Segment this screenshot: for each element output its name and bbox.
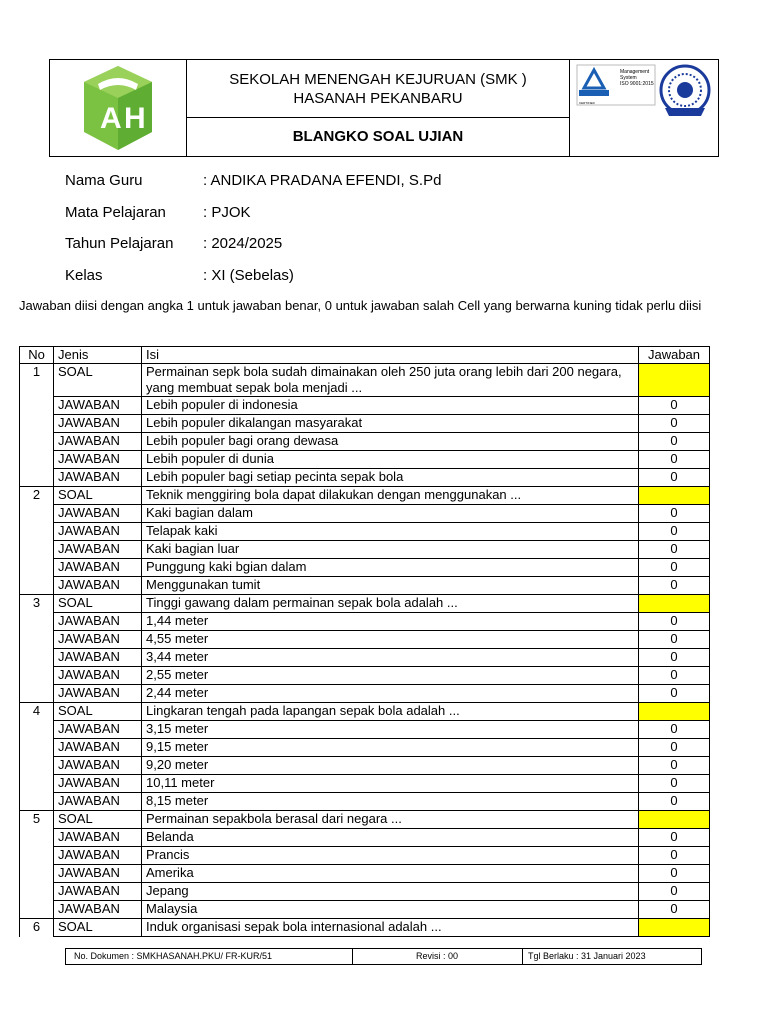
answer-option-text: 1,44 meter	[142, 613, 639, 631]
answer-value-cell[interactable]: 0	[639, 667, 710, 685]
question-number-spacer	[20, 757, 54, 775]
table-row-jawaban	[20, 685, 710, 703]
table-row-jawaban	[20, 397, 710, 415]
question-number: 1	[20, 364, 54, 397]
info-label-year: Tahun Pelajaran	[65, 235, 174, 252]
table-row-soal	[20, 811, 710, 829]
answer-option-text: 4,55 meter	[142, 631, 639, 649]
question-number-spacer	[20, 451, 54, 469]
table-row-soal	[20, 487, 710, 505]
question-number-spacer	[20, 397, 54, 415]
header-jenis: Jenis	[54, 347, 142, 364]
table-row-jawaban	[20, 793, 710, 811]
answer-value-cell[interactable]: 0	[639, 559, 710, 577]
footer-divider	[522, 949, 523, 964]
table-row-jawaban	[20, 901, 710, 919]
footer-divider	[352, 949, 353, 964]
answer-value-cell[interactable]: 0	[639, 883, 710, 901]
answer-option-text: 10,11 meter	[142, 775, 639, 793]
row-type: JAWABAN	[54, 433, 142, 451]
logo-letter-h: H	[124, 102, 146, 135]
table-row-jawaban	[20, 829, 710, 847]
table-row-jawaban	[20, 559, 710, 577]
question-text: Tinggi gawang dalam permainan sepak bola adalah ...	[142, 595, 639, 613]
answer-cell-disabled	[639, 487, 710, 505]
row-type: SOAL	[54, 811, 142, 829]
row-type: JAWABAN	[54, 775, 142, 793]
row-type: JAWABAN	[54, 559, 142, 577]
question-number-spacer	[20, 469, 54, 487]
info-value-class: : XI (Sebelas)	[203, 267, 294, 284]
row-type: JAWABAN	[54, 883, 142, 901]
table-row-jawaban	[20, 523, 710, 541]
answer-value-cell[interactable]: 0	[639, 397, 710, 415]
question-number: 6	[20, 919, 54, 937]
row-type: JAWABAN	[54, 451, 142, 469]
row-type: JAWABAN	[54, 631, 142, 649]
answer-value-cell[interactable]: 0	[639, 433, 710, 451]
cert-line-4: TÜVRheinland	[579, 97, 606, 102]
footer-doc-number: No. Dokumen : SMKHASANAH.PKU/ FR-KUR/51	[74, 951, 273, 961]
row-type: JAWABAN	[54, 865, 142, 883]
answer-option-text: Kaki bagian dalam	[142, 505, 639, 523]
answer-value-cell[interactable]: 0	[639, 739, 710, 757]
question-text: Permainan sepk bola sudah dimainakan oleh 250 juta orang lebih dari 200 negara, yang membuat sepak bola menjadi ...	[142, 364, 639, 397]
school-name-line1: SEKOLAH MENENGAH KEJURUAN (SMK )	[229, 71, 527, 88]
answer-option-text: Amerika	[142, 865, 639, 883]
question-number-spacer	[20, 559, 54, 577]
table-row-jawaban	[20, 865, 710, 883]
answer-option-text: Lebih populer di dunia	[142, 451, 639, 469]
row-type: JAWABAN	[54, 397, 142, 415]
question-number-spacer	[20, 865, 54, 883]
row-type: JAWABAN	[54, 667, 142, 685]
school-logo	[50, 60, 187, 156]
answer-cell-disabled	[639, 811, 710, 829]
table-row-jawaban	[20, 541, 710, 559]
answer-option-text: Jepang	[142, 883, 639, 901]
row-type: JAWABAN	[54, 505, 142, 523]
info-label-class: Kelas	[65, 267, 103, 284]
question-table	[19, 346, 710, 937]
answer-value-cell[interactable]: 0	[639, 649, 710, 667]
table-row-jawaban	[20, 883, 710, 901]
row-type: SOAL	[54, 364, 142, 397]
info-value-year: : 2024/2025	[203, 235, 283, 252]
info-label-subject: Mata Pelajaran	[65, 204, 166, 221]
table-row-jawaban	[20, 451, 710, 469]
table-row-jawaban	[20, 649, 710, 667]
answer-option-text: Lebih populer bagi orang dewasa	[142, 433, 639, 451]
answer-option-text: Menggunakan tumit	[142, 577, 639, 595]
answer-value-cell[interactable]: 0	[639, 865, 710, 883]
question-number-spacer	[20, 433, 54, 451]
answer-option-text: 8,15 meter	[142, 793, 639, 811]
form-title-cell	[187, 118, 570, 156]
table-row-jawaban	[20, 631, 710, 649]
cert-line-5: CERTIFIED	[579, 101, 595, 105]
table-row-jawaban	[20, 577, 710, 595]
form-title: BLANGKO SOAL UJIAN	[292, 128, 464, 145]
row-type: JAWABAN	[54, 829, 142, 847]
question-number-spacer	[20, 613, 54, 631]
answer-value-cell[interactable]: 0	[639, 523, 710, 541]
question-number-spacer	[20, 541, 54, 559]
question-number: 4	[20, 703, 54, 721]
question-text: Lingkaran tengah pada lapangan sepak bola adalah ...	[142, 703, 639, 721]
answer-option-text: Lebih populer dikalangan masyarakat	[142, 415, 639, 433]
answer-value-cell[interactable]: 0	[639, 829, 710, 847]
answer-value-cell[interactable]: 0	[639, 415, 710, 433]
row-type: SOAL	[54, 487, 142, 505]
table-row-jawaban	[20, 739, 710, 757]
row-type: JAWABAN	[54, 523, 142, 541]
table-row-soal	[20, 364, 710, 397]
question-number-spacer	[20, 883, 54, 901]
table-row-soal	[20, 595, 710, 613]
answer-option-text: Malaysia	[142, 901, 639, 919]
question-number-spacer	[20, 847, 54, 865]
answer-cell-disabled	[639, 919, 710, 937]
table-row-jawaban	[20, 847, 710, 865]
question-number-spacer	[20, 577, 54, 595]
answer-option-text: Punggung kaki bgian dalam	[142, 559, 639, 577]
row-type: JAWABAN	[54, 685, 142, 703]
answer-option-text: Lebih populer di indonesia	[142, 397, 639, 415]
logo-letter-a: A	[100, 102, 122, 135]
question-number-spacer	[20, 415, 54, 433]
answer-value-cell[interactable]: 0	[639, 541, 710, 559]
answer-cell-disabled	[639, 364, 710, 397]
question-number-spacer	[20, 631, 54, 649]
question-number-spacer	[20, 829, 54, 847]
answer-value-cell[interactable]: 0	[639, 901, 710, 919]
school-seal-icon	[655, 62, 715, 122]
cert-line-2: System	[620, 75, 637, 81]
question-text: Permainan sepakbola berasal dari negara ...	[142, 811, 639, 829]
row-type: JAWABAN	[54, 649, 142, 667]
answer-option-text: 3,44 meter	[142, 649, 639, 667]
table-row-jawaban	[20, 415, 710, 433]
answer-option-text: Belanda	[142, 829, 639, 847]
answer-cell-disabled	[639, 703, 710, 721]
school-name-cell	[187, 60, 570, 118]
question-number-spacer	[20, 685, 54, 703]
answer-option-text: 9,20 meter	[142, 757, 639, 775]
table-header-row	[20, 347, 710, 364]
answer-option-text: Telapak kaki	[142, 523, 639, 541]
row-type: JAWABAN	[54, 847, 142, 865]
school-name-line2: HASANAH PEKANBARU	[293, 90, 463, 107]
question-number-spacer	[20, 721, 54, 739]
table-row-jawaban	[20, 667, 710, 685]
answer-value-cell[interactable]: 0	[639, 721, 710, 739]
answer-value-cell[interactable]: 0	[639, 469, 710, 487]
answer-option-text: Lebih populer bagi setiap pecinta sepak bola	[142, 469, 639, 487]
certification-cell	[570, 60, 718, 156]
question-number: 3	[20, 595, 54, 613]
question-number-spacer	[20, 523, 54, 541]
question-number-spacer	[20, 505, 54, 523]
instruction-note: Jawaban diisi dengan angka 1 untuk jawaban benar, 0 untuk jawaban salah Cell yang berwarna kuning tidak perlu diisi	[19, 298, 702, 313]
answer-value-cell[interactable]: 0	[639, 757, 710, 775]
question-number-spacer	[20, 775, 54, 793]
row-type: JAWABAN	[54, 415, 142, 433]
cert-line-3: ISO 9001:2015	[620, 81, 654, 87]
row-type: JAWABAN	[54, 577, 142, 595]
row-type: JAWABAN	[54, 793, 142, 811]
answer-value-cell[interactable]: 0	[639, 631, 710, 649]
answer-value-cell[interactable]: 0	[639, 505, 710, 523]
answer-option-text: 2,55 meter	[142, 667, 639, 685]
header-no: No	[20, 347, 54, 364]
row-type: SOAL	[54, 703, 142, 721]
question-number-spacer	[20, 667, 54, 685]
row-type: SOAL	[54, 919, 142, 937]
question-number: 2	[20, 487, 54, 505]
question-number-spacer	[20, 793, 54, 811]
answer-value-cell[interactable]: 0	[639, 685, 710, 703]
table-row-soal	[20, 703, 710, 721]
table-row-jawaban	[20, 613, 710, 631]
info-value-subject: : PJOK	[203, 204, 251, 221]
row-type: JAWABAN	[54, 739, 142, 757]
answer-cell-disabled	[639, 595, 710, 613]
document-header	[49, 59, 719, 157]
answer-value-cell[interactable]: 0	[639, 577, 710, 595]
info-value-teacher: : ANDIKA PRADANA EFENDI, S.Pd	[203, 172, 442, 189]
answer-option-text: 2,44 meter	[142, 685, 639, 703]
footer-valid-date: Tgl Berlaku : 31 Januari 2023	[528, 951, 646, 961]
answer-option-text: Kaki bagian luar	[142, 541, 639, 559]
answer-value-cell[interactable]: 0	[639, 613, 710, 631]
question-number-spacer	[20, 739, 54, 757]
row-type: JAWABAN	[54, 613, 142, 631]
question-number-spacer	[20, 649, 54, 667]
answer-value-cell[interactable]: 0	[639, 775, 710, 793]
table-row-jawaban	[20, 775, 710, 793]
table-row-jawaban	[20, 505, 710, 523]
header-jawaban: Jawaban	[639, 347, 710, 364]
answer-option-text: 3,15 meter	[142, 721, 639, 739]
table-row-soal	[20, 919, 710, 937]
row-type: JAWABAN	[54, 901, 142, 919]
question-number-spacer	[20, 901, 54, 919]
table-row-jawaban	[20, 721, 710, 739]
answer-option-text: Prancis	[142, 847, 639, 865]
question-text: Induk organisasi sepak bola internasional adalah ...	[142, 919, 639, 937]
question-number: 5	[20, 811, 54, 829]
row-type: SOAL	[54, 595, 142, 613]
row-type: JAWABAN	[54, 757, 142, 775]
row-type: JAWABAN	[54, 541, 142, 559]
school-logo-cell	[50, 60, 187, 156]
question-text: Teknik menggiring bola dapat dilakukan dengan menggunakan ...	[142, 487, 639, 505]
document-footer	[65, 948, 702, 965]
table-row-jawaban	[20, 469, 710, 487]
info-label-teacher: Nama Guru	[65, 172, 143, 189]
answer-value-cell[interactable]: 0	[639, 793, 710, 811]
answer-value-cell[interactable]: 0	[639, 451, 710, 469]
header-isi: Isi	[142, 347, 639, 364]
answer-option-text: 9,15 meter	[142, 739, 639, 757]
table-row-jawaban	[20, 433, 710, 451]
footer-revision: Revisi : 00	[416, 951, 459, 961]
row-type: JAWABAN	[54, 721, 142, 739]
table-row-jawaban	[20, 757, 710, 775]
answer-value-cell[interactable]: 0	[639, 847, 710, 865]
row-type: JAWABAN	[54, 469, 142, 487]
cert-line-1: Management	[620, 69, 650, 75]
